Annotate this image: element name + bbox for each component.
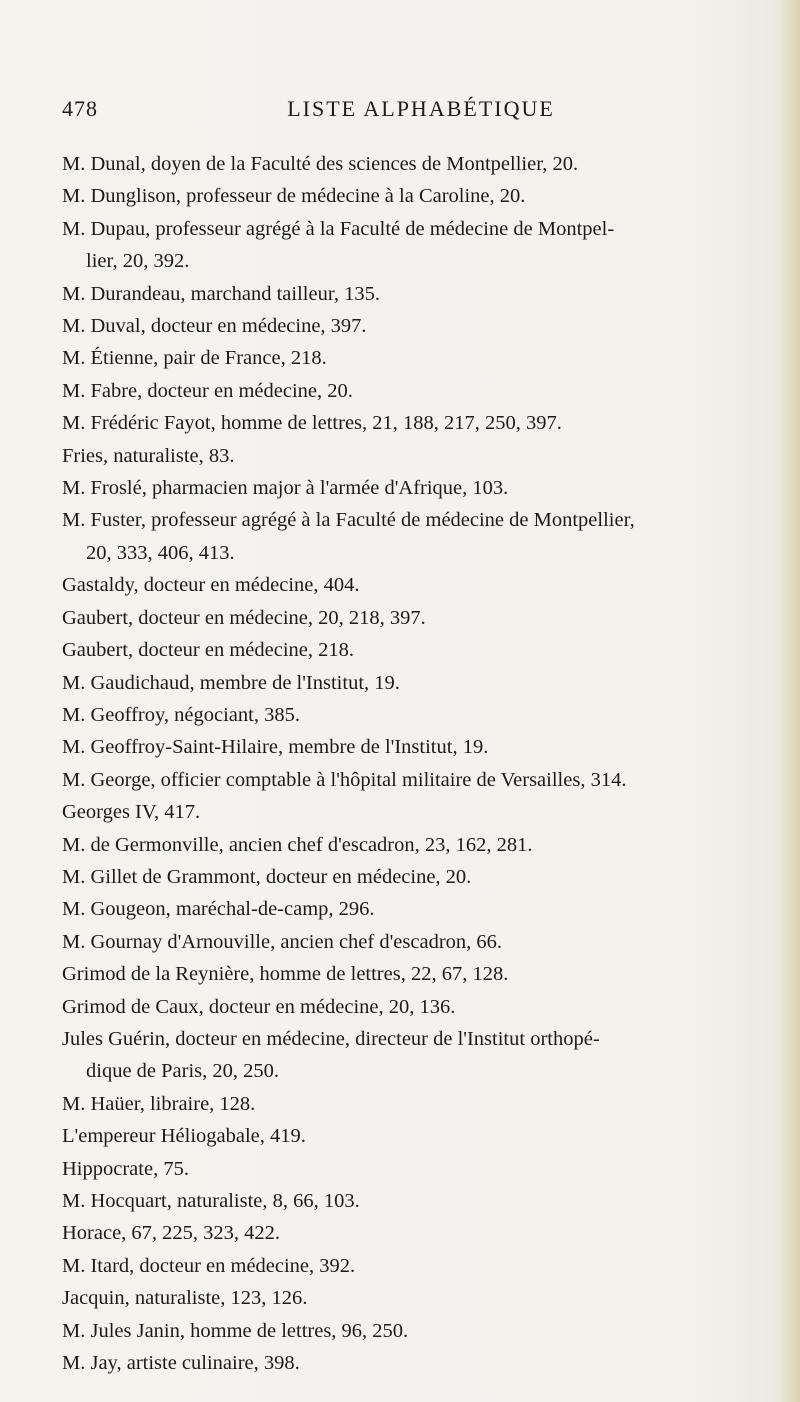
- index-entry: [62, 926, 752, 958]
- index-entry: [62, 829, 752, 861]
- index-entry: [62, 1282, 752, 1314]
- index-entry: [62, 1217, 752, 1249]
- index-entry: [62, 213, 752, 278]
- index-entry: [62, 310, 752, 342]
- index-entry: [62, 764, 752, 796]
- index-entry: [62, 148, 752, 180]
- index-entry: [62, 1250, 752, 1282]
- index-entry-line: M. George, officier comptable à l'hôpital militaire de Versailles, 314.: [62, 768, 627, 791]
- index-entry-line: Jacquin, naturaliste, 123, 126.: [62, 1287, 308, 1310]
- index-entry: [62, 472, 752, 504]
- index-entry: [62, 1023, 752, 1088]
- index-entry-line: Hippocrate, 75.: [62, 1157, 189, 1180]
- index-entry-line: Grimod de la Reynière, homme de lettres, 22, 67, 128.: [62, 963, 509, 986]
- page-edge-shading: [778, 0, 800, 1402]
- index-entry: [62, 504, 752, 569]
- index-entry: [62, 731, 752, 763]
- index-entry-continuation: 20, 333, 406, 413.: [86, 541, 235, 564]
- running-title: LISTE ALPHABÉTIQUE: [287, 96, 555, 121]
- index-entry-line: M. Gaudichaud, membre de l'Institut, 19.: [62, 671, 400, 694]
- index-entry-line: M. Fuster, professeur agrégé à la Faculté de médecine de Montpellier,: [62, 509, 635, 532]
- index-entry: [62, 667, 752, 699]
- index-entry-line: M. Hocquart, naturaliste, 8, 66, 103.: [62, 1190, 360, 1212]
- alphabetical-index-list: [62, 148, 752, 1379]
- index-entry-line: M. Jay, artiste culinaire, 398.: [62, 1352, 300, 1375]
- index-entry-line: M. Étienne, pair de France, 218.: [62, 347, 327, 370]
- index-entry-line: M. Durandeau, marchand tailleur, 135.: [62, 282, 380, 305]
- index-entry: [62, 1088, 752, 1120]
- index-entry: [62, 278, 752, 310]
- index-entry-line: Horace, 67, 225, 323, 422.: [62, 1222, 281, 1245]
- index-entry-line: Gaubert, docteur en médecine, 218.: [62, 639, 355, 662]
- index-entry-line: M. Haüer, libraire, 128.: [62, 1092, 256, 1115]
- index-entry-line: Fries, naturaliste, 83.: [62, 444, 235, 467]
- index-entry-line: M. Gougeon, maréchal-de-camp, 296.: [62, 898, 375, 921]
- index-entry: [62, 180, 752, 212]
- index-entry: [62, 342, 752, 374]
- index-entry-line: M. Dunal, doyen de la Faculté des sciences de Montpellier, 20.: [62, 153, 579, 175]
- index-entry-line: Grimod de Caux, docteur en médecine, 20, 136.: [62, 995, 456, 1018]
- index-entry: [62, 1185, 752, 1217]
- index-entry: [62, 440, 752, 472]
- index-entry: [62, 958, 752, 990]
- index-entry: [62, 796, 752, 828]
- index-entry-continuation: lier, 20, 392.: [86, 250, 190, 273]
- index-entry: [62, 375, 752, 407]
- index-entry-line: M. Gournay d'Arnouville, ancien chef d'escadron, 66.: [62, 930, 503, 953]
- page-header: [62, 96, 742, 136]
- index-entry-line: M. Geoffroy, négociant, 385.: [62, 703, 300, 726]
- index-entry-line: M. Dunglison, professeur de médecine à la Caroline, 20.: [62, 185, 526, 208]
- index-entry: [62, 893, 752, 925]
- index-entry-line: Jules Guérin, docteur en médecine, directeur de l'Institut orthopé-: [62, 1027, 600, 1050]
- index-entry-line: M. Dupau, professeur agrégé à la Faculté de médecine de Montpel-: [62, 217, 615, 240]
- index-entry-line: Georges IV, 417.: [62, 801, 201, 824]
- index-entry-line: L'empereur Héliogabale, 419.: [62, 1125, 306, 1148]
- index-entry: [62, 407, 752, 439]
- index-entry: [62, 1120, 752, 1152]
- index-entry: [62, 699, 752, 731]
- index-entry-line: M. Jules Janin, homme de lettres, 96, 250.: [62, 1319, 409, 1342]
- index-entry: [62, 1315, 752, 1347]
- index-entry: [62, 569, 752, 601]
- index-entry-line: M. Duval, docteur en médecine, 397.: [62, 315, 367, 338]
- index-entry: [62, 1153, 752, 1185]
- index-entry: [62, 861, 752, 893]
- page-number: 478: [62, 96, 98, 121]
- index-entry-line: M. Gillet de Grammont, docteur en médecine, 20.: [62, 865, 472, 888]
- index-entry-line: M. Itard, docteur en médecine, 392.: [62, 1254, 356, 1277]
- index-entry-line: M. de Germonville, ancien chef d'escadron, 23, 162, 281.: [62, 833, 533, 856]
- index-entry: [62, 602, 752, 634]
- index-entry-line: Gastaldy, docteur en médecine, 404.: [62, 574, 360, 597]
- index-entry-line: M. Geoffroy-Saint-Hilaire, membre de l'Institut, 19.: [62, 736, 489, 759]
- index-entry-line: Gaubert, docteur en médecine, 20, 218, 397.: [62, 606, 426, 629]
- index-entry-line: M. Fabre, docteur en médecine, 20.: [62, 379, 353, 402]
- index-entry-continuation: dique de Paris, 20, 250.: [86, 1060, 280, 1083]
- index-entry: [62, 634, 752, 666]
- index-entry-line: M. Frédéric Fayot, homme de lettres, 21, 188, 217, 250, 397.: [62, 412, 562, 435]
- index-entry-line: M. Froslé, pharmacien major à l'armée d'Afrique, 103.: [62, 477, 509, 500]
- index-entry: [62, 991, 752, 1023]
- index-entry: [62, 1347, 752, 1379]
